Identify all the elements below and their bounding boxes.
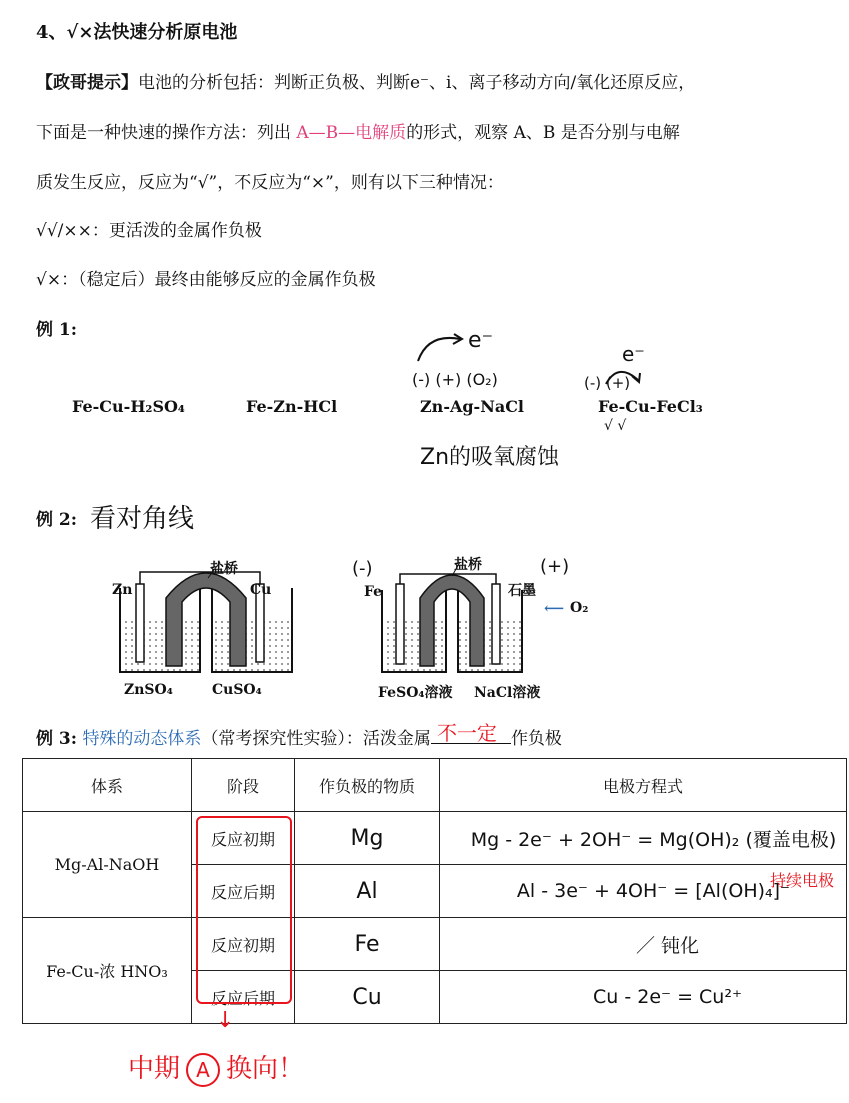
- table-row: [23, 918, 847, 971]
- equation-cell: [440, 812, 847, 865]
- table-header-row: [23, 759, 847, 812]
- stage-cell: 反应后期: [192, 865, 295, 918]
- formula-3: Zn-Ag-NaCl: [420, 397, 524, 416]
- down-arrow-icon: ↓: [216, 1008, 235, 1033]
- equation-cell: ／ 钝化: [440, 918, 847, 971]
- equation-note: (覆盖电极): [745, 828, 837, 851]
- equation-text: Mg - 2e⁻ + 2OH⁻ = Mg(OH)₂: [470, 828, 740, 851]
- section-heading: 4、√×法快速分析原电池: [36, 22, 238, 43]
- check-marks: √ √: [604, 418, 627, 434]
- example-3-text: （常考探究性实验）：活泼金属: [201, 729, 431, 749]
- header-system: 体系: [23, 759, 192, 812]
- formula-4: Fe-Cu-FeCl₃: [598, 397, 703, 416]
- handwritten-note-diagonal: 看对角线: [90, 504, 195, 534]
- cell2-minus-sign: (-): [352, 558, 373, 579]
- electron-arrow-1: [410, 325, 470, 365]
- tip-line-1: [36, 68, 695, 93]
- note-continuous-electrode: 持续电极: [770, 871, 835, 890]
- stage-cell: 反应初期: [192, 918, 295, 971]
- stage-highlight-box: [196, 816, 292, 1004]
- cell2-cathode-label: 石墨: [508, 583, 536, 599]
- example-3-highlight: 特殊的动态体系: [82, 729, 202, 749]
- tip-line-2: [36, 118, 680, 143]
- stage-cell: 反应初期: [192, 812, 295, 865]
- cell2-plus-sign: (+): [540, 556, 570, 577]
- tip-text-2b: 的形式，观察 A、B 是否分别与电解: [406, 123, 680, 143]
- bottom-note-pre: 中期: [128, 1054, 181, 1084]
- cell2-bridge-label: 盐桥: [454, 557, 482, 573]
- header-substance: 作负极的物质: [295, 759, 440, 812]
- header-stage: 阶段: [192, 759, 295, 812]
- bottom-note: [128, 1048, 304, 1087]
- oxygen-arrow-icon: ⟵: [544, 601, 565, 617]
- cell2-gas-label: O₂: [570, 600, 589, 616]
- electrode-signs-2: (-) (+): [584, 374, 631, 392]
- dynamic-system-table: [22, 758, 847, 1024]
- case-1: √√/××：更活泼的金属作负极: [36, 221, 262, 241]
- salt-bridge-cell-1: [100, 548, 300, 678]
- header-equation: 电极方程式: [440, 759, 847, 812]
- example-2-label: 例 2:: [36, 510, 78, 530]
- example-1-label: 例 1:: [36, 320, 78, 340]
- bottom-note-post: 换向！: [226, 1054, 305, 1084]
- cell1-anode-label: Zn: [112, 582, 133, 598]
- electron-label-2: e⁻: [622, 342, 645, 366]
- substance-cell: Cu: [295, 971, 440, 1024]
- electron-label-1: e⁻: [468, 328, 494, 353]
- example-3-tail: 作负极: [510, 729, 562, 749]
- equation-cell: Cu - 2e⁻ = Cu²⁺: [440, 971, 847, 1024]
- handwritten-note-zn: Zn的吸氧腐蚀: [420, 445, 560, 470]
- cell2-anode-label: Fe: [364, 584, 383, 600]
- stage-cell: 反应后期: [192, 971, 295, 1024]
- tip-highlight: A—B—电解质: [296, 123, 407, 143]
- system-cell: Mg-Al-NaOH: [23, 812, 192, 918]
- tip-label: 【政哥提示】: [36, 73, 138, 93]
- cell1-solution-left: ZnSO₄: [124, 682, 173, 698]
- example-3-label: 例 3:: [36, 729, 78, 749]
- blank-answer: 不一定: [436, 721, 497, 745]
- tip-text-1: 电池的分析包括：判断正负极、判断e⁻、i、离子移动方向/氧化还原反应，: [138, 73, 696, 93]
- cell2-solution-right: NaCl溶液: [474, 685, 541, 701]
- example-3-blank: [431, 721, 511, 745]
- cell1-cathode-label: Cu: [250, 582, 272, 598]
- substance-cell: Fe: [295, 918, 440, 971]
- system-cell: Fe-Cu-浓 HNO₃: [23, 918, 192, 1024]
- substance-cell: Mg: [295, 812, 440, 865]
- tip-line-3: 质发生反应，反应为“√”，不反应为“×”，则有以下三种情况：: [36, 173, 504, 193]
- example-3-line: [36, 721, 562, 749]
- cell1-bridge-label: 盐桥: [210, 561, 238, 577]
- cell2-solution-left: FeSO₄溶液: [378, 685, 453, 701]
- table-row: [23, 812, 847, 865]
- formula-1: Fe-Cu-H₂SO₄: [72, 397, 185, 416]
- formula-2: Fe-Zn-HCl: [246, 397, 338, 416]
- case-2: √×：（稳定后）最终由能够反应的金属作负极: [36, 270, 376, 290]
- electrode-signs-1: (-) (+) (O₂): [412, 370, 498, 389]
- substance-cell: Al: [295, 865, 440, 918]
- tip-text-2a: 下面是一种快速的操作方法：列出: [36, 123, 297, 143]
- cell1-solution-right: CuSO₄: [212, 682, 262, 698]
- equation-text: Al - 3e⁻ + 4OH⁻ = [Al(OH)₄]⁻: [516, 880, 791, 902]
- circled-letter: A: [186, 1053, 220, 1087]
